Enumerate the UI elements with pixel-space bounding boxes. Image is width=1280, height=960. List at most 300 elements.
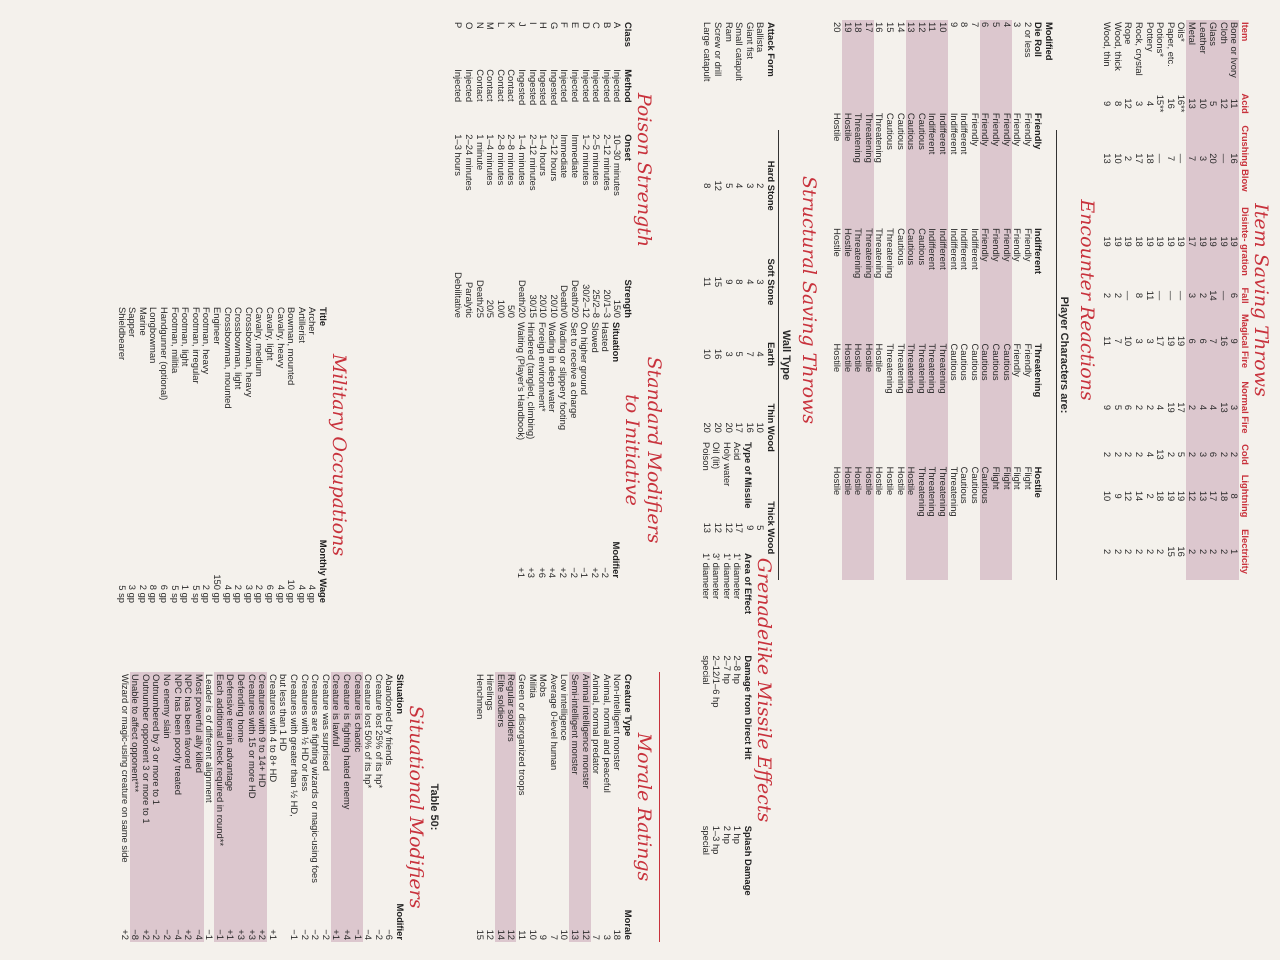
encounter-row-cell: Hostile: [832, 343, 844, 373]
situational-row-cell: −8: [130, 929, 142, 940]
item-save-row-cell: 2: [1155, 548, 1167, 555]
encounter-row-cell: Threatening: [874, 228, 886, 279]
poison-row-cell: Contact: [506, 69, 518, 102]
military-table: [116, 305, 328, 605]
initiative-row-cell: +2: [589, 567, 601, 578]
situational-row-cell: −4: [172, 929, 184, 940]
encounter-row-cell: Threatening: [916, 343, 928, 394]
encounter-row-cell: Cautious: [916, 228, 928, 266]
military-row-cell: Artillerist: [296, 307, 308, 343]
poison-row-cell: Ingested: [548, 69, 560, 106]
encounter-row-cell: Friendly: [1001, 228, 1013, 262]
poison-row-cell: 10–30 minutes: [612, 134, 624, 196]
military-row-cell: Engineer: [212, 307, 224, 345]
military-row-cell: Longbowman: [148, 307, 160, 364]
poison-row-cell: Death/0: [559, 285, 571, 318]
encounter-row-cell: 17: [863, 22, 875, 33]
poison-row-cell: Ingested: [527, 69, 539, 106]
morale-row: [601, 672, 612, 942]
encounter-row-cell: Cautious: [969, 466, 981, 504]
situational-row-cell: Creatures with greater than ½ HD,: [289, 674, 301, 817]
poison-row-cell: B: [601, 22, 613, 29]
initiative-row: [600, 320, 611, 580]
encounter-row-cell: Hostile: [874, 466, 886, 496]
morale-table: [474, 672, 633, 942]
encounter-row-cell: 12: [916, 22, 928, 33]
poison-row-cell: G: [548, 22, 560, 30]
grenade-row-cell: 1–3 hp: [711, 825, 723, 855]
encounter-row-cell: Hostile: [842, 228, 854, 257]
military-row: [275, 305, 286, 605]
structural-row-cell: 4: [744, 279, 756, 285]
morale-row: [506, 672, 517, 942]
grenade-row: [732, 440, 743, 940]
morale-row-cell: Animal intelligence monster: [580, 674, 592, 789]
encounter-row: [874, 20, 885, 580]
poison-row: [591, 20, 602, 320]
grenade-row-cell: 3' diameter: [711, 553, 723, 600]
situational-row: [288, 672, 299, 942]
encounter-row: [948, 20, 959, 580]
morale-row-cell: Average 0-level human: [548, 674, 560, 771]
structural-row-cell: 17: [734, 522, 746, 533]
situational-row-cell: Creature is fighting hated enemy: [342, 674, 354, 810]
poison-row-cell: Injected: [453, 69, 465, 103]
structural-row-cell: 3: [755, 279, 767, 285]
encounter-header-row-2: [1033, 20, 1044, 580]
item-save-row-cell: 18: [1144, 153, 1156, 164]
encounter-row-cell: Hostile: [842, 343, 854, 373]
encounter-row: [906, 20, 917, 580]
situational-row-cell: Most powerful ally killed: [193, 674, 205, 773]
threatening-header: Threatening: [1033, 343, 1045, 398]
item-save-row-cell: 3: [1197, 451, 1209, 458]
item-save-row-cell: Rope: [1123, 22, 1135, 45]
item-save-row-cell: 2: [1187, 404, 1199, 411]
encounter-row: [937, 20, 948, 580]
earth-header: Earth: [766, 342, 777, 367]
item-save-row-cell: 17: [1176, 402, 1188, 413]
encounter-row-cell: Threatening: [938, 343, 950, 394]
encounter-row-cell: Indifferent: [948, 112, 960, 155]
item-save-row-cell: 19: [1229, 236, 1241, 247]
item-save-row-cell: Wood, thick: [1112, 22, 1124, 71]
item-save-row-cell: 19: [1112, 236, 1124, 247]
military-row-cell: 150 gp: [212, 574, 224, 603]
structural-row-cell: Ballista: [755, 22, 767, 53]
item-save-row-cell: 16**: [1176, 94, 1188, 113]
normal-fire-header: Normal Fire: [1240, 381, 1251, 434]
situational-header-row: [394, 672, 405, 942]
item-save-row-cell: 19: [1123, 236, 1135, 247]
situational-row-cell: −1: [352, 929, 364, 940]
poison-row-cell: 25/2–8: [591, 289, 603, 318]
encounter-row-cell: Cautious: [980, 466, 992, 504]
military-row-cell: 2 gp: [254, 584, 266, 603]
encounter-row: [927, 20, 938, 580]
lightning-header: Lightning: [1240, 474, 1251, 518]
encounter-row-cell: 20: [832, 22, 844, 33]
item-saves-table: [1102, 20, 1250, 580]
initiative-row-cell: Hasted: [600, 322, 612, 352]
item-save-row-cell: 13: [1102, 153, 1114, 164]
item-save-row: [1165, 20, 1176, 580]
situational-row: [214, 672, 225, 942]
encounter-row-cell: 5: [991, 22, 1003, 28]
encounter-row-cell: Indifferent: [927, 112, 939, 155]
poison-row: [506, 20, 517, 320]
item-save-row-cell: Metal: [1187, 22, 1199, 45]
poison-row-cell: 2–8 minutes: [495, 134, 507, 186]
situational-row: [204, 672, 215, 942]
encounter-row-cell: Flight: [1012, 466, 1024, 490]
military-row-cell: 2 gp: [201, 584, 213, 603]
item-save-row-cell: 17: [1208, 490, 1220, 502]
encounter-row-cell: Hostile: [832, 466, 844, 496]
structural-row-cell: 5: [755, 525, 767, 531]
situational-row-cell: Abandoned by friends: [384, 674, 396, 766]
structural-row-cell: 4: [755, 351, 767, 357]
encounter-reactions-section: [832, 20, 1098, 580]
poison-row-cell: N: [474, 22, 486, 29]
poison-table: [453, 20, 633, 320]
encounter-row-cell: 4: [1001, 22, 1013, 28]
military-row: [307, 305, 318, 605]
item-save-row-cell: 2: [1112, 451, 1124, 458]
grenade-row-cell: 2–8 hp: [732, 655, 744, 685]
morale-row-cell: Low intelligence: [559, 674, 571, 741]
item-save-row-cell: Bone or Ivory: [1229, 22, 1241, 78]
situational-title: Situational Modifiers: [405, 705, 427, 909]
morale-row: [548, 672, 559, 942]
situational-row-cell: but less than 1 HD: [278, 674, 290, 752]
die-roll-label: Die Roll: [1033, 22, 1045, 57]
poison-row-cell: Contact: [474, 69, 486, 102]
situational-row-cell: Defending home: [236, 674, 248, 743]
item-save-row-cell: 12: [1123, 490, 1135, 502]
modifier-header: Modifier: [611, 541, 622, 578]
item-save-row-cell: 6: [1208, 451, 1220, 458]
poison-row: [569, 20, 580, 320]
structural-row-cell: Small catapult: [734, 22, 746, 81]
structural-row-cell: 3: [723, 351, 735, 357]
poison-row-cell: D: [580, 22, 592, 29]
wage-header: Monthly Wage: [318, 539, 329, 603]
item-save-row: [1186, 20, 1197, 580]
item-save-row-cell: 9: [1112, 493, 1124, 499]
item-save-row-cell: 4: [1155, 404, 1167, 411]
encounter-row-cell: Threatening: [853, 228, 865, 279]
morale-row-cell: Henchmen: [474, 674, 486, 720]
morale-row-cell: 15: [474, 929, 486, 940]
encounter-row-cell: 19: [842, 22, 854, 33]
grenade-row-cell: 2 hp: [721, 825, 733, 844]
item-save-row-cell: 14: [1134, 490, 1146, 502]
item-save-row-cell: 2: [1134, 548, 1146, 555]
situational-row: [161, 672, 172, 942]
situational-row: [299, 672, 310, 942]
encounter-row-cell: Friendly: [991, 112, 1003, 147]
structural-row-cell: 5: [723, 183, 735, 189]
cold-header: Cold: [1240, 444, 1251, 465]
item-save-row-cell: 12: [1187, 490, 1199, 502]
military-row-cell: Crossbowman, mounted: [222, 307, 234, 409]
situational-row-cell: Creature lost 25% of its hp*: [373, 674, 385, 789]
situational-row: [225, 672, 236, 942]
encounter-row-cell: Cautious: [916, 112, 928, 150]
situational-row: [257, 672, 268, 942]
initiative-row: [568, 320, 579, 580]
item-save-row-cell: 7: [1208, 338, 1220, 344]
grenade-row: [721, 440, 732, 940]
grenade-row-cell: 1' diameter: [732, 553, 744, 600]
military-row-cell: 5 sp: [190, 585, 202, 603]
morale-row-cell: 10: [559, 929, 571, 940]
situational-modifiers-section: [119, 672, 440, 942]
situational-row: [151, 672, 162, 942]
item-save-row-cell: 19: [1176, 236, 1188, 247]
item-save-row-cell: 19: [1165, 402, 1177, 413]
encounter-row-cell: Threatening: [863, 112, 875, 163]
morale-row-cell: 14: [495, 929, 507, 940]
hard-stone-header: Hard Stone: [766, 160, 777, 211]
military-row-cell: Crossbowman, heavy: [243, 307, 255, 398]
poison-row-cell: L: [495, 22, 507, 28]
structural-row-cell: 17: [734, 422, 746, 433]
situational-row-cell: Outnumber opponent 3 or more to 1: [140, 674, 152, 824]
item-save-row-cell: 2: [1134, 451, 1146, 458]
item-save-row-cell: —: [1218, 290, 1230, 301]
item-save-row-cell: 19: [1176, 490, 1188, 502]
encounter-row-cell: Friendly: [1012, 112, 1024, 147]
poison-row: [495, 20, 506, 320]
item-save-row-cell: 10: [1123, 335, 1135, 347]
poison-row-cell: 2–12 minutes: [601, 134, 613, 191]
structural-row-cell: 3: [744, 183, 756, 189]
item-save-row-cell: 2: [1218, 451, 1230, 458]
structural-row-cell: 9: [723, 279, 735, 285]
encounter-row-cell: Friendly: [1022, 228, 1034, 262]
item-save-row-cell: 19: [1197, 236, 1209, 247]
grenade-row-cell: Acid: [732, 442, 744, 461]
item-save-row: [1123, 20, 1134, 580]
encounter-row-cell: Cautious: [959, 466, 971, 504]
encounter-row-cell: Cautious: [959, 343, 971, 381]
initiative-title-2: to Initiative: [621, 394, 643, 506]
military-row: [222, 305, 233, 605]
poison-row: [580, 20, 591, 320]
poison-row-cell: Immediate: [570, 134, 582, 179]
poison-row-cell: 30/15: [527, 294, 539, 318]
encounter-row-cell: 6: [980, 22, 992, 28]
morale-title: Morale Ratings: [633, 732, 655, 882]
item-save-row-cell: 5: [1176, 451, 1188, 458]
item-save-row-cell: 2: [1134, 404, 1146, 411]
item-save-row-cell: 2: [1102, 451, 1114, 458]
item-save-row-cell: 11: [1144, 290, 1156, 301]
item-save-row: [1176, 20, 1187, 580]
method-header: Method: [623, 69, 634, 103]
item-save-row: [1155, 20, 1166, 580]
grenade-row-cell: Holy water: [721, 442, 733, 487]
poison-row-cell: 1–2 minutes: [580, 134, 592, 186]
encounter-row-cell: Hostile: [832, 112, 844, 142]
encounter-row-cell: Cautious: [1001, 343, 1013, 381]
situational-row: [172, 672, 183, 942]
encounter-row: [980, 20, 991, 580]
situational-row-cell: Wizard or magic-using creature on same side: [119, 674, 131, 863]
situational-row-cell: +4: [342, 929, 354, 940]
friendly-header: Friendly: [1033, 112, 1045, 150]
military-row-cell: 5 sp: [169, 585, 181, 603]
structural-row-cell: 12: [713, 180, 725, 191]
item-save-row-cell: Pottery: [1144, 22, 1156, 52]
item-save-row: [1208, 20, 1219, 580]
encounter-row-cell: Friendly: [991, 228, 1003, 262]
attack-form-header: Attack Form: [766, 22, 777, 77]
encounter-row: [885, 20, 896, 580]
item-save-row-cell: 3: [1144, 338, 1156, 344]
military-row-cell: Bowman, mounted: [286, 307, 298, 386]
situational-row-cell: −4: [193, 929, 205, 940]
poison-row-cell: Paralytic: [464, 282, 476, 318]
situational-row-cell: −1: [204, 929, 216, 940]
initiative-row: [536, 320, 547, 580]
morale-row: [474, 672, 485, 942]
item-save-row-cell: 19: [1218, 236, 1230, 247]
situational-row-cell: +2: [140, 929, 152, 940]
encounter-row-cell: 15: [885, 22, 897, 33]
poison-row-cell: Death/20: [517, 279, 529, 318]
situational-row-cell: −2: [320, 929, 332, 940]
item-save-row-cell: 10: [1112, 153, 1124, 164]
item-save-row-cell: 7: [1187, 155, 1199, 162]
thick-wood-header: Thick Wood: [766, 501, 777, 555]
military-row: [201, 305, 212, 605]
encounter-row-cell: Threatening: [853, 112, 865, 163]
item-save-row-cell: 2: [1187, 451, 1199, 458]
initiative-row: [515, 320, 526, 580]
initiative-row-cell: Slowed: [589, 322, 601, 353]
morale-row-cell: Animal, normal and peaceful: [601, 674, 613, 793]
item-save-row-cell: 20: [1208, 153, 1220, 164]
military-row-cell: 3 gp: [243, 584, 255, 603]
item-save-row-cell: 1: [1229, 548, 1241, 555]
military-row-cell: Handgunner (optional): [159, 307, 171, 401]
creature-type-header: Creature Type: [623, 674, 634, 737]
encounter-row-cell: Threatening: [895, 343, 907, 394]
initiative-header-row: [610, 320, 621, 580]
poison-row-cell: Immediate: [559, 134, 571, 179]
military-row-cell: 6 gp: [159, 584, 171, 603]
magical-fire-header: Magical Fire: [1240, 313, 1251, 369]
initiative-row-cell: On higher ground: [579, 322, 591, 395]
structural-row-cell: 12: [713, 522, 725, 533]
encounter-row-cell: Threatening: [885, 228, 897, 279]
item-save-row-cell: 2: [1187, 548, 1199, 555]
item-save-row-cell: 7: [1112, 338, 1124, 344]
encounter-row-cell: Cautious: [991, 343, 1003, 381]
situational-row: [278, 672, 289, 942]
item-save-row-cell: —: [1155, 290, 1167, 301]
situational-row: [310, 672, 321, 942]
hostile-header: Hostile: [1033, 466, 1045, 498]
grenade-row: [711, 440, 722, 940]
item-save-row-cell: Paper, etc.: [1165, 22, 1177, 67]
encounter-row: [863, 20, 874, 580]
poison-row-cell: 2–8 minutes: [506, 134, 518, 186]
item-save-row-cell: —: [1218, 153, 1230, 164]
item-save-row-cell: 2: [1165, 451, 1177, 458]
poison-row-cell: Contact: [485, 69, 497, 102]
military-row-cell: Footman, militia: [169, 307, 181, 374]
encounter-row-cell: Friendly: [1022, 112, 1034, 147]
encounter-row-cell: Cautious: [895, 112, 907, 150]
item-save-row-cell: 5: [1112, 404, 1124, 411]
situational-row-cell: Creatures with ½ HD or less: [299, 674, 311, 792]
encounter-row-cell: 7: [969, 22, 981, 28]
structural-row-cell: Giant fist: [744, 22, 756, 59]
morale-row-cell: 3: [601, 934, 613, 940]
poison-row-cell: A: [612, 22, 624, 29]
military-row: [254, 305, 265, 605]
encounter-row-cell: Friendly: [969, 112, 981, 147]
item-save-row-cell: 2: [1123, 548, 1135, 555]
military-row-cell: Footman, irregular: [190, 307, 202, 384]
situational-row-cell: +2: [119, 929, 131, 940]
structural-row-cell: 4: [734, 183, 746, 189]
encounter-row: [969, 20, 980, 580]
grenade-row-cell: Oil (lit): [711, 442, 723, 470]
encounter-row-cell: 14: [895, 22, 907, 33]
item-save-row-cell: 13: [1155, 449, 1167, 460]
item-save-row-cell: 3: [1187, 292, 1199, 299]
item-save-row-cell: Potions*: [1155, 22, 1167, 57]
situational-row-cell: [278, 899, 289, 942]
item-save-row-cell: Cloth: [1218, 22, 1230, 44]
initiative-row-cell: Wading or slippery footing: [558, 322, 570, 431]
situational-row-cell: Creatures with 4 to 8+ HD: [267, 674, 279, 783]
item-save-row-cell: 12: [1123, 98, 1135, 109]
military-row-cell: 4 gp: [275, 584, 287, 603]
item-save-row-cell: 16: [1176, 546, 1188, 557]
poison-row-cell: 10/0: [495, 299, 507, 318]
item-save-row-cell: 17: [1187, 236, 1199, 247]
item-save-row: [1218, 20, 1229, 580]
poison-row-cell: E: [570, 22, 582, 29]
encounter-row-cell: Threatening: [938, 466, 950, 517]
item-save-row-cell: 2: [1144, 548, 1156, 555]
item-save-row-cell: 19: [1176, 335, 1188, 347]
military-row-cell: 8 gp: [148, 584, 160, 603]
poison-row-cell: O: [464, 22, 476, 30]
encounter-row-cell: 16: [874, 22, 886, 33]
grenade-row: [700, 440, 711, 940]
morale-row-cell: Mobs: [538, 674, 550, 697]
structural-row-cell: 20: [702, 422, 714, 433]
item-save-row-cell: 18: [1218, 490, 1230, 502]
structural-row-cell: 16: [713, 348, 725, 360]
military-row-cell: Crossbowman, light: [233, 307, 245, 390]
encounter-row-cell: 3: [1012, 22, 1024, 28]
military-row-cell: 1 gp: [180, 584, 192, 603]
morale-row-cell: 12: [580, 929, 592, 940]
grenade-row-cell: Poison: [700, 442, 712, 471]
encounter-row-cell: Hostile: [906, 466, 918, 496]
situation-header: Situation: [611, 322, 622, 363]
encounter-row-cell: Indifferent: [927, 228, 939, 270]
military-occupations-section: [116, 305, 350, 605]
